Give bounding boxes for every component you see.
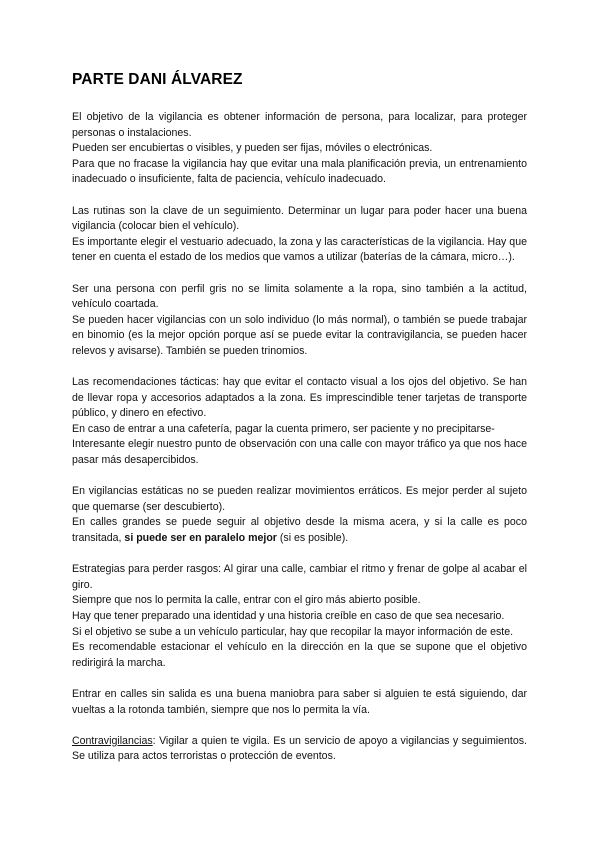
document-body <box>72 110 527 781</box>
paragraph-rutinas <box>72 204 527 266</box>
text-line: Se pueden hacer vigilancias con un solo individuo (lo más normal), o también se puede trabajar en binomio (es la mejor opción porque así se puede evitar la contravigilancia, se pueden hacer relevos y avisarse). También se pueden trinomios. <box>72 313 527 357</box>
text-line: Para que no fracase la vigilancia hay que evitar una mala planificación previa, un entrenamiento inadecuado o insuficiente, falta de paciencia, vehículo inadecuado. <box>72 157 527 186</box>
text-span: En calles grandes se puede seguir al objetivo desde la misma acera, y si la calle es poco transitada, <box>72 516 527 545</box>
text-line: Estrategias para perder rasgos: Al girar una calle, cambiar el ritmo y frenar de golpe al acabar el giro. <box>72 563 527 591</box>
text-line: Es importante elegir el vestuario adecuado, la zona y las características de la vigilancia. Hay que tener en cuenta el estado de los medios que vamos a utilizar (baterías de la cámara, micro…). <box>72 235 527 264</box>
text-line: En vigilancias estáticas no se pueden realizar movimientos erráticos. Es mejor perder al sujeto que quemarse (ser descubierto). <box>72 485 527 513</box>
text-line-mixed <box>72 515 527 546</box>
underlined-term: Contravigilancias <box>72 734 153 747</box>
text-line: Ser una persona con perfil gris no se limita solamente a la ropa, sino también a la actitud, vehículo coartada. <box>72 282 527 311</box>
document-title: PARTE DANI ÁLVAREZ <box>72 71 243 88</box>
text-span: (si es posible). <box>276 532 349 545</box>
text-line: Entrar en calles sin salida es una buena maniobra para saber si alguien te está siguiendo, dar vueltas a la rotonda también, siempre que nos lo permita la vía. <box>72 687 527 716</box>
text-line: Es recomendable estacionar el vehículo en la dirección en la que se supone que el objetivo redirigirá la marcha. <box>72 641 527 669</box>
text-line: Pueden ser encubiertas o visibles, y pueden ser fijas, móviles o electrónicas. <box>72 142 433 155</box>
text-line: Si el objetivo se sube a un vehículo particular, hay que recopilar la mayor información de este. <box>72 625 514 638</box>
paragraph-perfil-gris <box>72 282 527 360</box>
text-line: Las rutinas son la clave de un seguimiento. Determinar un lugar para poder hacer una buena vigilancia (colocar bien el vehículo). <box>72 204 527 233</box>
paragraph-estrategias <box>72 562 527 671</box>
bold-text: si puede ser en paralelo mejor <box>124 532 277 545</box>
text-line: Siempre que nos lo permita la calle, entrar con el giro más abierto posible. <box>72 594 421 607</box>
paragraph-calles-sin-salida <box>72 687 527 718</box>
paragraph-objetivo <box>72 110 527 188</box>
text-span: : Vigilar a quien te vigila. Es un servicio de apoyo a vigilancias y seguimientos. Se utiliza para actos terroristas o protección de eventos. <box>72 734 527 763</box>
paragraph-recomendaciones <box>72 375 527 469</box>
text-line: El objetivo de la vigilancia es obtener información de persona, para localizar, para proteger personas o instalaciones. <box>72 111 527 139</box>
text-line: En caso de entrar a una cafetería, pagar la cuenta primero, ser paciente y no precipitarse- <box>72 422 495 435</box>
text-line: Las recomendaciones tácticas: hay que evitar el contacto visual a los ojos del objetivo. Se han de llevar ropa y accesorios adaptados a la zona. Es imprescindible tener tarjetas de transporte público, y dinero en efectivo. <box>72 376 527 420</box>
text-line: Interesante elegir nuestro punto de observación con una calle con mayor tráfico ya que nos hace pasar más desapercibidos. <box>72 438 527 467</box>
text-line-mixed <box>72 734 527 765</box>
text-line: Hay que tener preparado una identidad y una historia creíble en caso de que sea necesario. <box>72 610 505 622</box>
paragraph-estaticas <box>72 484 527 546</box>
paragraph-contravigilancias <box>72 734 527 765</box>
